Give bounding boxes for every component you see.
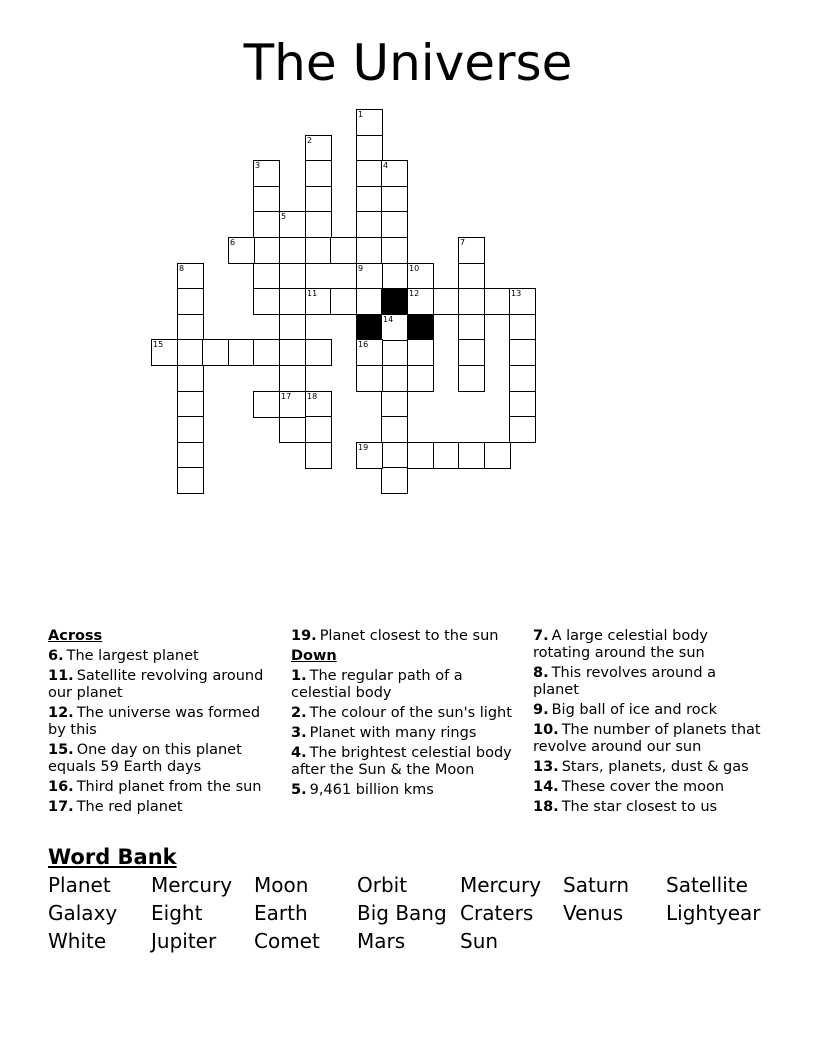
clue-text: The regular path of a celestial body: [291, 668, 463, 701]
crossword-cell[interactable]: [356, 109, 383, 136]
crossword-cell[interactable]: [356, 186, 383, 213]
clue-number: 11.: [48, 668, 74, 684]
clue-number: 11: [307, 289, 318, 298]
crossword-cell[interactable]: [305, 211, 332, 238]
clue-number: 6: [230, 238, 236, 247]
clue-number: 1.: [291, 668, 307, 684]
crossword-cell[interactable]: [458, 263, 485, 290]
crossword-cell[interactable]: [381, 263, 408, 290]
word-bank-item: Satellite: [666, 873, 748, 897]
clue-number: 2: [307, 136, 313, 145]
crossword-cell[interactable]: [407, 288, 434, 315]
crossword-cell[interactable]: [407, 263, 434, 290]
crossword-cell[interactable]: [279, 339, 306, 366]
clue-number: 15.: [48, 742, 74, 758]
crossword-cell[interactable]: [381, 416, 408, 443]
crossword-cell[interactable]: [177, 442, 204, 469]
across-heading: Across: [48, 628, 103, 644]
crossword-cell[interactable]: [177, 391, 204, 418]
clue-text: Third planet from the sun: [76, 779, 262, 795]
crossword-cell[interactable]: [177, 467, 204, 494]
word-bank-item: Big Bang: [357, 901, 447, 925]
crossword-cell[interactable]: [279, 237, 306, 264]
word-bank-item: White: [48, 929, 107, 953]
crossword-cell[interactable]: [305, 135, 332, 162]
crossword-cell[interactable]: [253, 339, 280, 366]
crossword-cell[interactable]: [356, 442, 383, 469]
down-heading: Down: [291, 648, 337, 664]
clue-number: 15: [153, 340, 164, 349]
clue-number: 4: [383, 161, 389, 170]
word-bank-item: Saturn: [563, 873, 630, 897]
crossword-cell[interactable]: [381, 442, 408, 469]
crossword-cell[interactable]: [279, 416, 306, 443]
word-bank-item: Orbit: [357, 873, 408, 897]
crossword-cell[interactable]: [509, 365, 536, 392]
clue-item: [533, 779, 765, 796]
clue-number: 14: [383, 315, 394, 324]
crossword-cell[interactable]: [407, 339, 434, 366]
clue-number: 6.: [48, 648, 64, 664]
word-bank-item: Earth: [254, 901, 308, 925]
clue-number: 10.: [533, 722, 559, 738]
crossword-cell[interactable]: [356, 160, 383, 187]
crossword-cell[interactable]: [458, 365, 485, 392]
crossword-cell[interactable]: [305, 237, 332, 264]
crossword-cell[interactable]: [177, 288, 204, 315]
crossword-cell[interactable]: [356, 339, 383, 366]
clue-text: The number of planets that revolve around our sun: [533, 722, 761, 755]
crossword-cell[interactable]: [509, 314, 536, 341]
crossword-cell[interactable]: [381, 160, 408, 187]
word-bank: [48, 873, 788, 957]
crossword-cell[interactable]: [305, 416, 332, 443]
crossword-cell[interactable]: [356, 263, 383, 290]
crossword-cell[interactable]: [305, 442, 332, 469]
clue-item: [533, 665, 765, 699]
crossword-cell[interactable]: [253, 160, 280, 187]
page-title: The Universe: [243, 34, 573, 92]
crossword-cell[interactable]: [356, 288, 383, 315]
word-bank-item: Sun: [460, 929, 499, 953]
crossword-cell[interactable]: [253, 237, 280, 264]
crossword-cell[interactable]: [177, 339, 204, 366]
word-bank-item: Eight: [151, 901, 203, 925]
crossword-cell[interactable]: [356, 135, 383, 162]
clue-text: The colour of the sun's light: [309, 705, 512, 721]
word-bank-item: Moon: [254, 873, 309, 897]
crossword-cell[interactable]: [305, 186, 332, 213]
clues-column-2: [291, 628, 527, 802]
crossword-cell[interactable]: [356, 365, 383, 392]
crossword-cell[interactable]: [202, 339, 229, 366]
crossword-cell[interactable]: [279, 314, 306, 341]
crossword-cell[interactable]: [279, 288, 306, 315]
crossword-cell[interactable]: [381, 314, 408, 341]
clue-number: 17.: [48, 799, 74, 815]
clue-number: 7.: [533, 628, 549, 644]
clue-text: A large celestial body rotating around the sun: [533, 628, 708, 661]
clues-column-1: [48, 628, 280, 819]
clue-number: 7: [460, 238, 466, 247]
clue-item: [48, 742, 280, 776]
crossword-cell[interactable]: [151, 339, 178, 366]
word-bank-item: Craters: [460, 901, 534, 925]
clue-text: Big ball of ice and rock: [551, 702, 718, 718]
word-bank-item: Mars: [357, 929, 406, 953]
clue-number: 14.: [533, 779, 559, 795]
clue-number: 13: [511, 289, 522, 298]
crossword-cell[interactable]: [177, 416, 204, 443]
word-bank-item: Mercury: [151, 873, 233, 897]
crossword-cell[interactable]: [407, 442, 434, 469]
clue-item: [48, 705, 280, 739]
clue-item: [48, 779, 280, 796]
crossword-cell[interactable]: [484, 442, 511, 469]
word-bank-item: Lightyear: [666, 901, 761, 925]
clue-number: 5.: [291, 782, 307, 798]
clue-number: 1: [358, 110, 364, 119]
clue-number: 4.: [291, 745, 307, 761]
crossword-cell[interactable]: [253, 288, 280, 315]
clue-item: [533, 628, 765, 662]
clue-item: [533, 759, 765, 776]
word-bank-item: Comet: [254, 929, 320, 953]
crossword-cell[interactable]: [509, 288, 536, 315]
clue-number: 18: [307, 392, 318, 401]
clue-number: 9: [358, 264, 364, 273]
crossword-cell[interactable]: [509, 416, 536, 443]
crossword-cell[interactable]: [279, 211, 306, 238]
crossword-cell[interactable]: [305, 288, 332, 315]
crossword-cell[interactable]: [381, 339, 408, 366]
black-square: [356, 314, 383, 341]
clue-number: 13.: [533, 759, 559, 775]
clue-number: 3.: [291, 725, 307, 741]
clue-item: [291, 705, 527, 722]
word-bank-heading: Word Bank: [48, 845, 177, 869]
clue-text: The universe was formed by this: [48, 705, 261, 738]
crossword-cell[interactable]: [458, 314, 485, 341]
crossword-cell[interactable]: [509, 339, 536, 366]
clue-text: The largest planet: [66, 648, 199, 664]
clue-number: 16.: [48, 779, 74, 795]
clue-text: Stars, planets, dust & gas: [561, 759, 749, 775]
clue-item: [291, 745, 527, 779]
crossword-cell[interactable]: [458, 339, 485, 366]
word-bank-item: Jupiter: [151, 929, 217, 953]
clue-number: 16: [358, 340, 369, 349]
clue-item: [291, 628, 527, 645]
clue-number: 9.: [533, 702, 549, 718]
clue-text: The red planet: [76, 799, 183, 815]
clue-number: 8.: [533, 665, 549, 681]
clue-number: 12: [409, 289, 420, 298]
clue-number: 2.: [291, 705, 307, 721]
word-bank-item: Planet: [48, 873, 111, 897]
clue-text: These cover the moon: [561, 779, 725, 795]
clue-item: [48, 648, 280, 665]
clue-item: [291, 782, 527, 799]
clue-item: [291, 725, 527, 742]
crossword-cell[interactable]: [356, 211, 383, 238]
clue-item: [48, 668, 280, 702]
clue-number: 8: [179, 264, 185, 273]
clue-number: 18.: [533, 799, 559, 815]
clue-text: One day on this planet equals 59 Earth days: [48, 742, 242, 775]
clue-item: [533, 722, 765, 756]
crossword-cell[interactable]: [330, 237, 357, 264]
black-square: [407, 314, 434, 341]
crossword-cell[interactable]: [177, 263, 204, 290]
clue-number: 10: [409, 264, 420, 273]
word-bank-item: Mercury: [460, 873, 542, 897]
crossword-cell[interactable]: [177, 314, 204, 341]
crossword-cell[interactable]: [433, 442, 460, 469]
crossword-cell[interactable]: [407, 365, 434, 392]
crossword-cell[interactable]: [305, 391, 332, 418]
clue-text: This revolves around a planet: [533, 665, 717, 698]
crossword-cell[interactable]: [279, 365, 306, 392]
word-bank-item: Galaxy: [48, 901, 118, 925]
clue-number: 19: [358, 443, 369, 452]
clue-item: [533, 799, 765, 816]
crossword-cell[interactable]: [381, 186, 408, 213]
crossword-cell[interactable]: [305, 339, 332, 366]
clue-item: [533, 702, 765, 719]
clues-column-3: [533, 628, 765, 819]
clue-text: The star closest to us: [561, 799, 718, 815]
clue-item: [291, 668, 527, 702]
crossword-cell[interactable]: [253, 391, 280, 418]
crossword-cell[interactable]: [458, 288, 485, 315]
crossword-cell[interactable]: [228, 237, 255, 264]
crossword-cell[interactable]: [509, 391, 536, 418]
crossword-cell[interactable]: [381, 365, 408, 392]
clue-text: Planet with many rings: [309, 725, 477, 741]
crossword-cell[interactable]: [228, 339, 255, 366]
crossword-cell[interactable]: [484, 288, 511, 315]
clue-number: 19.: [291, 628, 317, 644]
crossword-cell[interactable]: [381, 237, 408, 264]
clue-text: Satellite revolving around our planet: [48, 668, 264, 701]
clue-text: Planet closest to the sun: [319, 628, 499, 644]
crossword-grid: [0, 0, 816, 520]
crossword-cell[interactable]: [458, 237, 485, 264]
crossword-cell[interactable]: [305, 160, 332, 187]
clue-text: The brightest celestial body after the Sun & the Moon: [291, 745, 512, 778]
clue-number: 3: [255, 161, 261, 170]
crossword-cell[interactable]: [458, 442, 485, 469]
clue-number: 17: [281, 392, 292, 401]
word-bank-item: Venus: [563, 901, 624, 925]
crossword-cell[interactable]: [279, 391, 306, 418]
clue-number: 5: [281, 212, 287, 221]
crossword-cell[interactable]: [177, 365, 204, 392]
clue-number: 12.: [48, 705, 74, 721]
crossword-cell[interactable]: [279, 263, 306, 290]
clue-text: 9,461 billion kms: [309, 782, 434, 798]
crossword-cell[interactable]: [381, 467, 408, 494]
crossword-cell[interactable]: [253, 186, 280, 213]
crossword-cell[interactable]: [381, 211, 408, 238]
black-square: [381, 288, 408, 315]
crossword-cell[interactable]: [330, 288, 357, 315]
crossword-cell[interactable]: [381, 391, 408, 418]
clue-item: [48, 799, 280, 816]
crossword-cell[interactable]: [253, 263, 280, 290]
crossword-cell[interactable]: [253, 211, 280, 238]
crossword-cell[interactable]: [433, 288, 460, 315]
